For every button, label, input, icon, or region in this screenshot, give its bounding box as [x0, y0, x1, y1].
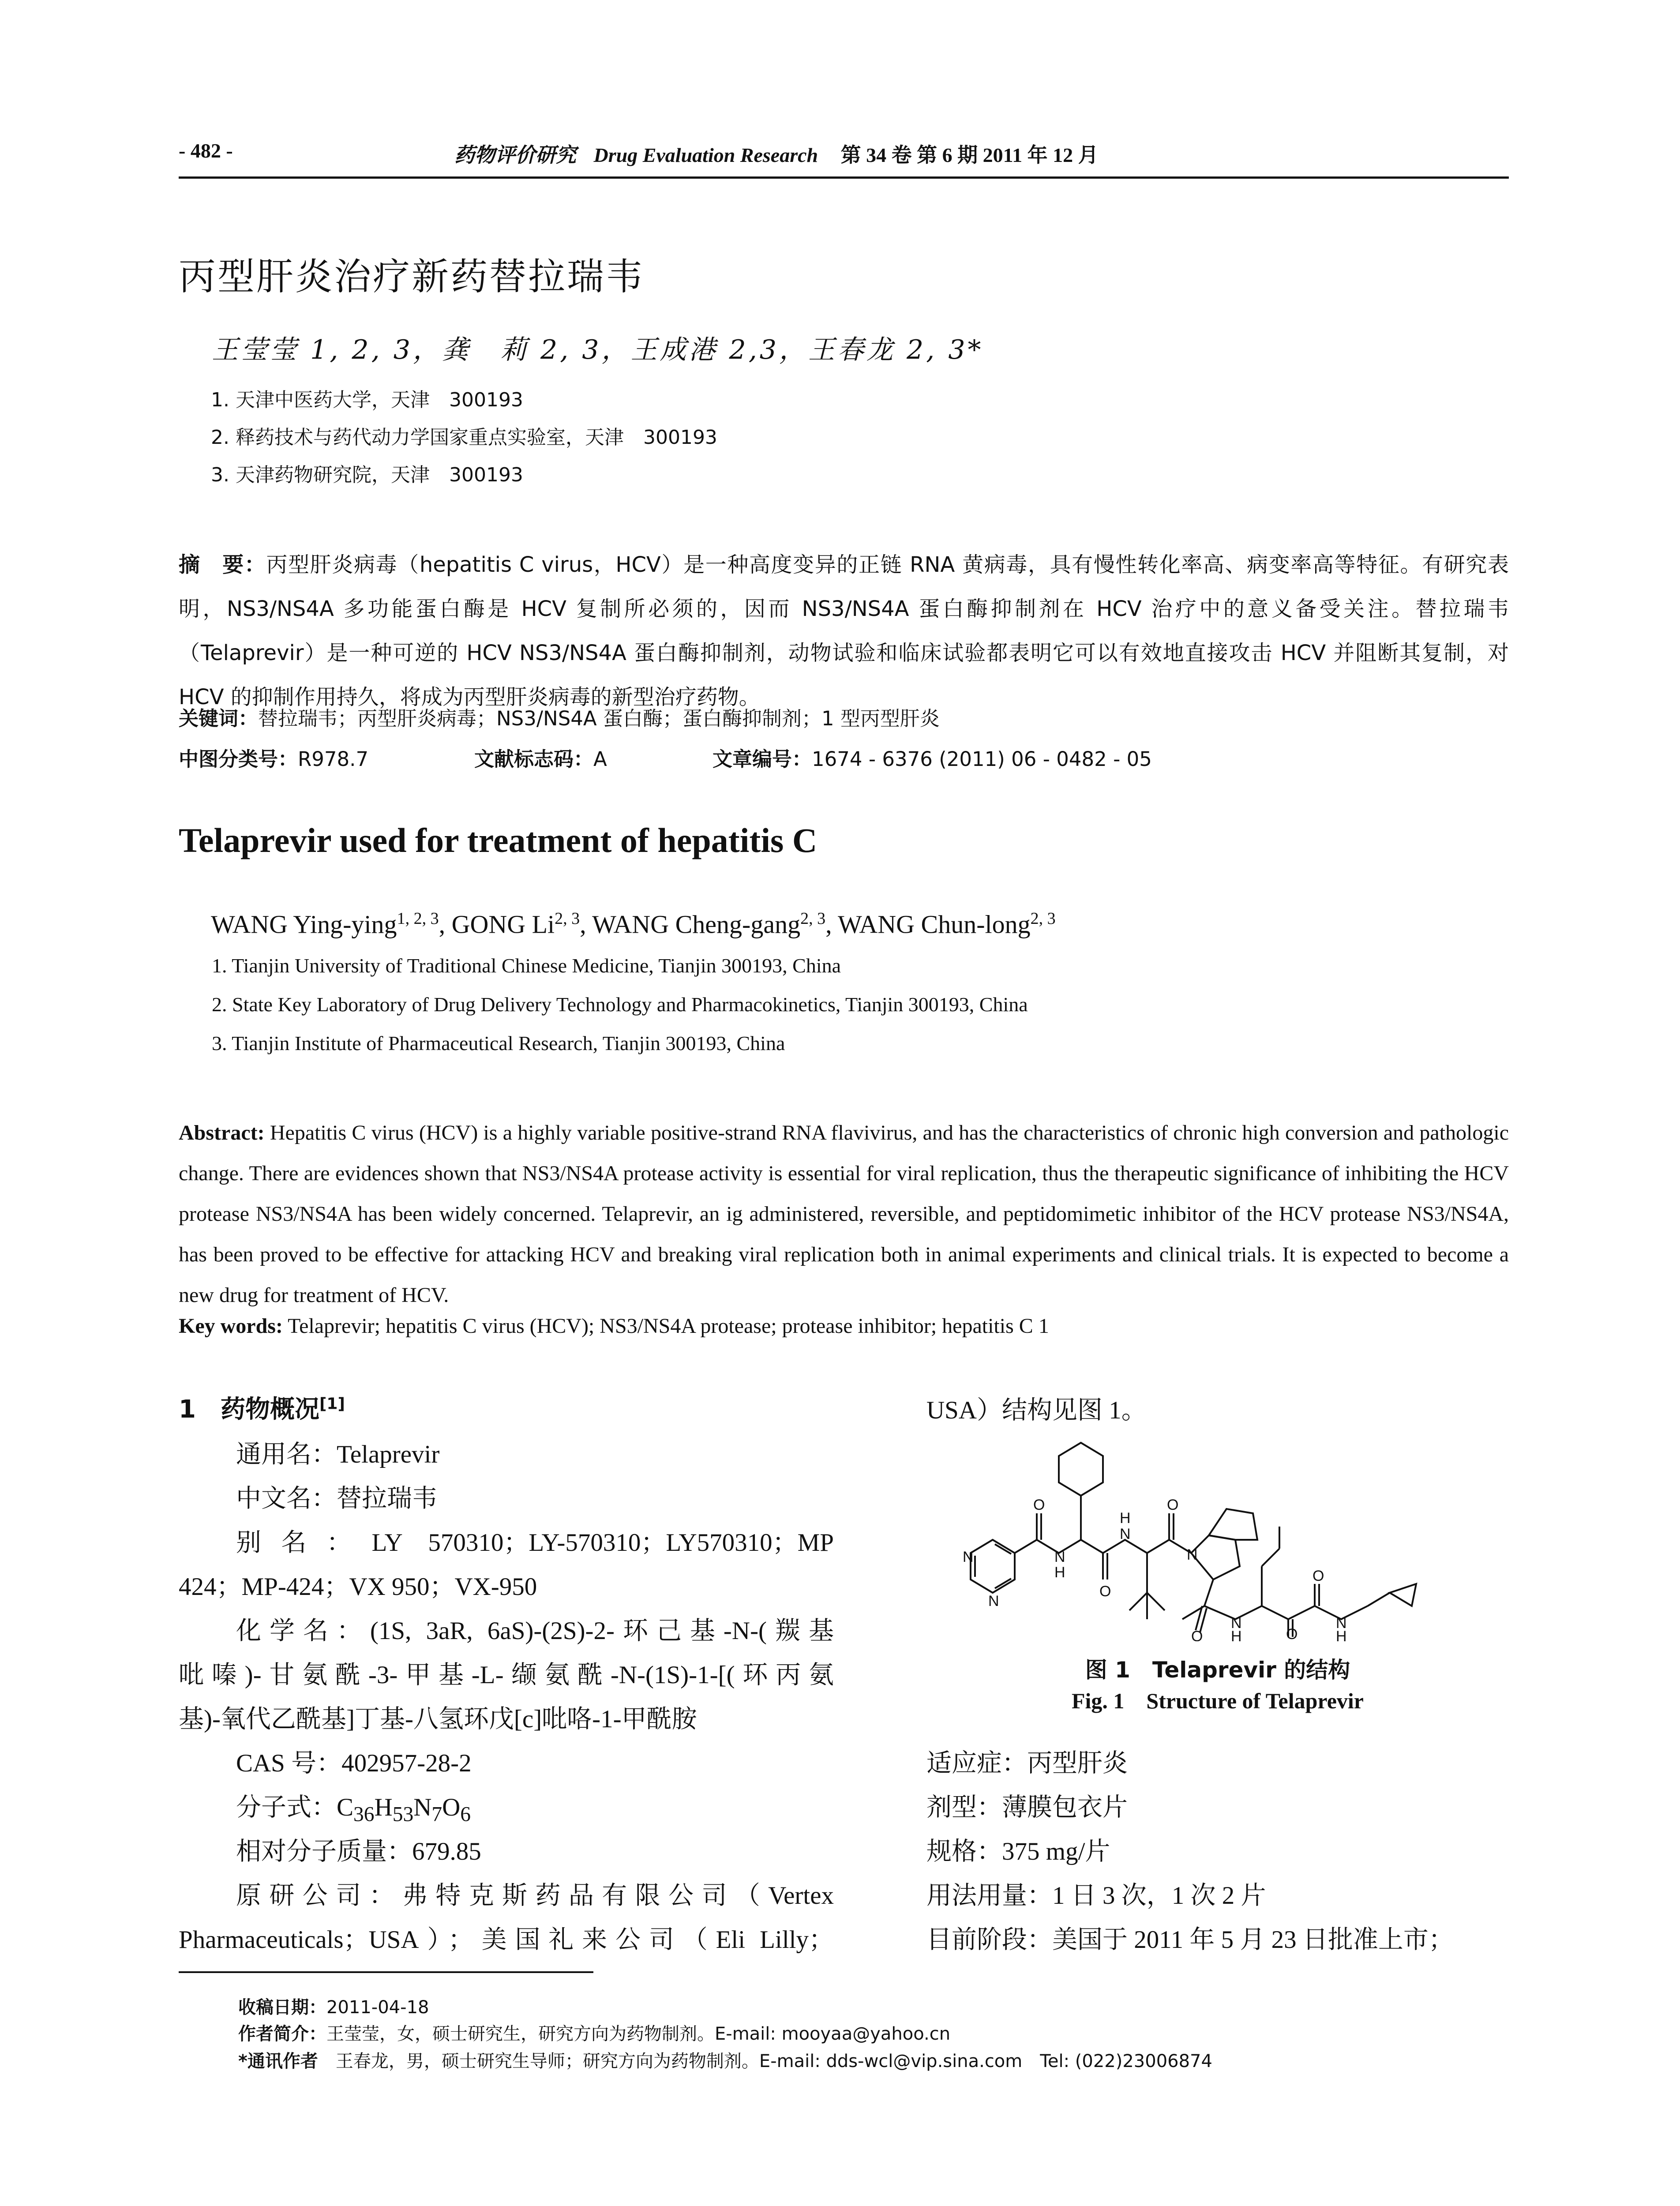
formula-count: 36 — [353, 1803, 375, 1826]
journal-logo: 药物评价研究 — [454, 144, 576, 166]
atom-label: H — [1231, 1628, 1242, 1641]
author-en-2-sup: 2, 3 — [555, 909, 580, 928]
keywords-cn-label: 关键词： — [179, 707, 259, 730]
author-bio — [238, 2020, 950, 2045]
keywords-en-label: Key words: — [179, 1314, 283, 1338]
alias-line-1: 别名：LY 570310；LY-570310；LY570310；MP — [236, 1529, 834, 1557]
section-heading-text: 1 药物概况 — [179, 1395, 319, 1424]
formula-element: O — [442, 1793, 461, 1821]
title-en: Telaprevir used for treatment of hepatitis C — [179, 821, 818, 859]
atom-label: O — [1033, 1497, 1045, 1513]
figure-caption-en: Fig. 1 Structure of Telaprevir — [1072, 1688, 1364, 1713]
clc-value: R978.7 — [298, 747, 369, 771]
current-stage: 目前阶段：美国于 2011 年 5 月 23 日批准上市； — [926, 1926, 1454, 1954]
section-heading-ref: [1] — [319, 1395, 345, 1413]
specification: 规格：375 mg/片 — [926, 1838, 1110, 1865]
atom-label: N — [963, 1549, 974, 1565]
chemical-name-3: 基)-氧代乙酰基]丁基-八氢环戊[c]吡咯-1-甲酰胺 — [179, 1705, 697, 1733]
affiliation-en-2: 2. State Key Laboratory of Drug Delivery Technology and Pharmacokinetics, Tianjin 300193, China — [212, 993, 1028, 1016]
abstract-cn — [179, 543, 1509, 719]
formula-count: 7 — [431, 1803, 442, 1826]
author-bio-text: 王莹莹，女，硕士研究生，研究方向为药物制剂。E-mail: mooyaa@yahoo.cn — [326, 2024, 951, 2044]
telaprevir-structure-figure — [935, 1407, 1509, 1641]
chinese-name: 中文名：替拉瑞韦 — [236, 1485, 437, 1512]
author-en-1: WANG Ying-ying — [211, 910, 397, 939]
atom-label: O — [1191, 1628, 1203, 1641]
figure-caption-cn: 图 1 Telaprevir 的结构 — [1085, 1657, 1350, 1683]
author-en-1-sup: 1, 2, 3 — [397, 909, 439, 928]
formula-count: 53 — [392, 1803, 414, 1826]
title-cn: 丙型肝炎治疗新药替拉瑞韦 — [179, 255, 645, 298]
author-en-4-sup: 2, 3 — [1030, 909, 1056, 928]
cyclopropyl-ring — [1390, 1584, 1416, 1606]
originator-line-1: 原研公司：弗特克斯药品有限公司（Vertex — [236, 1882, 834, 1910]
author-en-3-sup: 2, 3 — [800, 909, 826, 928]
atom-label: N — [1336, 1615, 1347, 1632]
article-label: 文章编号： — [712, 747, 812, 771]
keywords-cn — [179, 702, 940, 731]
pyrrolidine-ring — [1191, 1535, 1240, 1579]
atom-label: O — [1099, 1583, 1111, 1600]
abstract-cn-label: 摘 要： — [179, 552, 266, 577]
atom-label: O — [1167, 1497, 1179, 1513]
generic-name: 通用名：Telaprevir — [236, 1441, 440, 1468]
journal-header — [454, 139, 1099, 168]
cyclohexyl-ring — [1059, 1443, 1103, 1496]
usage-dosage: 用法用量：1 日 3 次，1 次 2 片 — [926, 1882, 1266, 1910]
received-label: 收稿日期： — [238, 1997, 326, 2018]
formula-element: H — [374, 1793, 393, 1821]
author-en-3: , WANG Cheng-gang — [580, 910, 801, 939]
clc-number — [179, 743, 368, 772]
affiliation-en-1: 1. Tianjin University of Traditional Chinese Medicine, Tianjin 300193, China — [212, 954, 841, 977]
formula-label: 分子式： — [236, 1793, 337, 1821]
backbone-chain — [1015, 1540, 1169, 1553]
atom-label: O — [1312, 1568, 1324, 1584]
atom-label: N — [1187, 1546, 1198, 1563]
authors-en — [211, 909, 1056, 939]
abstract-en-text: Hepatitis C virus (HCV) is a highly variable positive-strand RNA flavivirus, and has the characteristics of chronic high conversion and pathologic change. There are evidences shown that NS3/NS4A protease activity is essential for viral replication, thus the therapeutic significance of inhibiting the HCV protease NS3/NS4A has been widely concerned. Telaprevir, an ig administered, reversible, and peptidomimetic inhibitor of the HCV protease NS3/NS4A, has been proved to be effective for attacking HCV and breaking viral replication both in animal experiments and clinical trials. It is expected to become a new drug for treatment of HCV. — [179, 1121, 1509, 1307]
header-rule — [179, 176, 1509, 179]
corresponding-text: 王春龙，男，硕士研究生导师；研究方向为药物制剂。E-mail: dds-wcl@vip.sina.com Tel: (022)23006874 — [318, 2051, 1212, 2071]
doc-label: 文献标志码： — [474, 747, 594, 771]
authors-cn: 王莹莹 1, 2, 3，龚 莉 2, 3，王成港 2,3，王春龙 2, 3* — [212, 334, 984, 365]
dosage-form: 剂型：薄膜包衣片 — [926, 1793, 1128, 1821]
author-bio-label: 作者简介： — [238, 2024, 326, 2044]
alias-line-2: 424；MP-424；VX 950；VX-950 — [179, 1573, 537, 1601]
keywords-en — [179, 1314, 1049, 1338]
received-date — [238, 1993, 429, 2018]
formula-element: C — [337, 1793, 354, 1821]
section-heading — [179, 1390, 345, 1425]
article-value: 1674 - 6376 (2011) 06 - 0482 - 05 — [812, 747, 1152, 771]
footnote-rule — [179, 1971, 593, 1973]
doc-value: A — [593, 747, 607, 771]
chemical-name-1: 化学名：(1S, 3aR, 6aS)-(2S)-2-环己基-N-(羰基 — [236, 1617, 834, 1645]
chemical-name-2: 吡嗪)-甘氨酰-3-甲基-L-缬氨酰-N-(1S)-1-[(环丙氨 — [179, 1661, 834, 1689]
document-code — [474, 743, 607, 772]
originator-line-3: USA）结构见图 1。 — [926, 1396, 1147, 1424]
cyclopentane-ring — [1209, 1509, 1257, 1540]
cas-number: CAS 号：402957-28-2 — [236, 1749, 472, 1777]
abstract-cn-text: 丙型肝炎病毒（hepatitis C virus，HCV）是一种高度变异的正链 RNA 黄病毒，具有慢性转化率高、病变率高等特征。有研究表明，NS3/NS4A 多功能蛋白酶是 HCV 复制所必须的，因而 NS3/NS4A 蛋白酶抑制剂在 HCV 治疗中的意义备受关注。替拉瑞韦（Telaprevir）是一种可逆的 HCV NS3/NS4A 蛋白酶抑制剂，动物试验和临床试验都表明它可以有效地直接攻击 HCV 并阻断其复制，对 HCV 的抑制作用持久，将成为丙型肝炎病毒的新型治疗药物。 — [179, 552, 1509, 709]
atom-label: H — [1336, 1628, 1347, 1641]
originator-line-2: Pharmaceuticals；USA）；美国礼来公司（Eli Lilly； — [179, 1926, 834, 1954]
page-number: - 482 - — [179, 139, 233, 162]
affiliation-en-3: 3. Tianjin Institute of Pharmaceutical Research, Tianjin 300193, China — [212, 1032, 785, 1054]
atom-label: N — [1054, 1549, 1065, 1565]
keywords-en-text: Telaprevir; hepatitis C virus (HCV); NS3/NS4A protease; protease inhibitor; hepatitis C 1 — [288, 1314, 1049, 1338]
author-en-4: , WANG Chun-long — [825, 910, 1031, 939]
molecular-weight: 相对分子质量：679.85 — [236, 1838, 481, 1865]
affiliation-cn-1: 1. 天津中医药大学，天津 300193 — [211, 389, 523, 411]
abstract-en-label: Abstract: — [179, 1121, 265, 1144]
atom-label: N — [988, 1593, 999, 1609]
keywords-cn-text: 替拉瑞韦；丙型肝炎病毒；NS3/NS4A 蛋白酶；蛋白酶抑制剂；1 型丙型肝炎 — [258, 707, 940, 730]
pyrazine-ring — [971, 1540, 1015, 1593]
atom-label: N — [1231, 1615, 1242, 1632]
author-en-2: , GONG Li — [439, 910, 555, 939]
clc-label: 中图分类号： — [179, 747, 298, 771]
article-number — [712, 743, 1152, 772]
corresponding-author — [238, 2047, 1212, 2072]
journal-issue: 第 34 卷 第 6 期 2011 年 12 月 — [840, 144, 1099, 166]
formula-element: N — [413, 1793, 432, 1821]
atom-label: O — [1286, 1626, 1298, 1641]
indication: 适应症：丙型肝炎 — [926, 1749, 1128, 1777]
atom-label: N — [1120, 1526, 1131, 1542]
atom-label: H — [1120, 1510, 1131, 1527]
corresponding-label: *通讯作者 — [238, 2051, 318, 2071]
atom-label: H — [1054, 1564, 1065, 1581]
received-value: 2011-04-18 — [326, 1997, 429, 2018]
affiliation-cn-2: 2. 释药技术与药代动力学国家重点实验室，天津 300193 — [211, 426, 717, 449]
abstract-en — [179, 1113, 1509, 1316]
molecular-formula — [236, 1787, 471, 1826]
affiliation-cn-3: 3. 天津药物研究院，天津 300193 — [211, 464, 523, 486]
journal-name-en: Drug Evaluation Research — [593, 144, 818, 166]
formula-count: 6 — [460, 1803, 471, 1826]
